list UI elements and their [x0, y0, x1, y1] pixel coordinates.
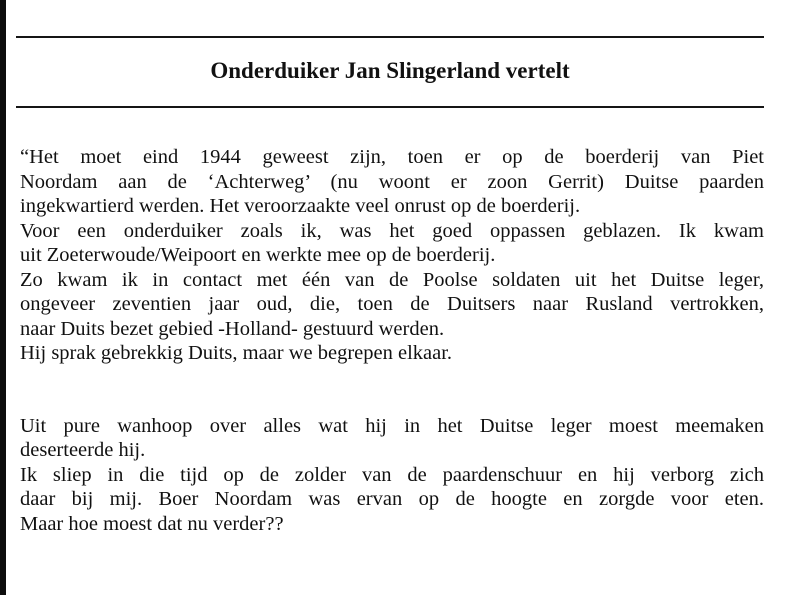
text-line: “Het moet eind 1944 geweest zijn, toen er op de boerderij van Piet	[20, 146, 764, 168]
paragraph-1	[20, 145, 764, 366]
text-line: daar bij mij. Boer Noordam was ervan op de hoogte en zorgde voor eten.	[20, 488, 764, 510]
bottom-rule	[16, 106, 764, 108]
paragraph-spacer	[20, 366, 764, 414]
text-line: uit Zoeterwoude/Weipoort en werkte mee op de boerderij.	[20, 244, 496, 266]
text-line: Maar hoe moest dat nu verder??	[20, 512, 284, 535]
text-line: ongeveer zeventien jaar oud, die, toen de Duitsers naar Rusland vertrokken,	[20, 293, 764, 315]
article-body	[20, 145, 764, 536]
top-rule	[16, 36, 764, 38]
text-line: Voor een onderduiker zoals ik, was het goed oppassen geblazen. Ik kwam	[20, 219, 764, 242]
text-line: Zo kwam ik in contact met één van de Poolse soldaten uit het Duitse leger,	[20, 268, 764, 291]
text-line: deserteerde hij.	[20, 439, 146, 461]
text-line: naar Duits bezet gebied -Holland- gestuurd werden.	[20, 317, 445, 340]
text-line: Hij sprak gebrekkig Duits, maar we begrepen elkaar.	[20, 342, 453, 364]
text-line: Ik sliep in die tijd op de zolder van de paardenschuur en hij verborg zich	[20, 463, 764, 486]
text-line: Uit pure wanhoop over alles wat hij in het Duitse leger moest meemaken	[20, 414, 764, 437]
text-line: Noordam aan de ‘Achterweg’ (nu woont er zoon Gerrit) Duitse paarden	[20, 170, 764, 193]
paragraph-2	[20, 414, 764, 537]
scan-left-edge	[0, 0, 6, 595]
text-line: ingekwartierd werden. Het veroorzaakte veel onrust op de boerderij.	[20, 195, 581, 217]
article-title: Onderduiker Jan Slingerland vertelt	[210, 58, 570, 83]
